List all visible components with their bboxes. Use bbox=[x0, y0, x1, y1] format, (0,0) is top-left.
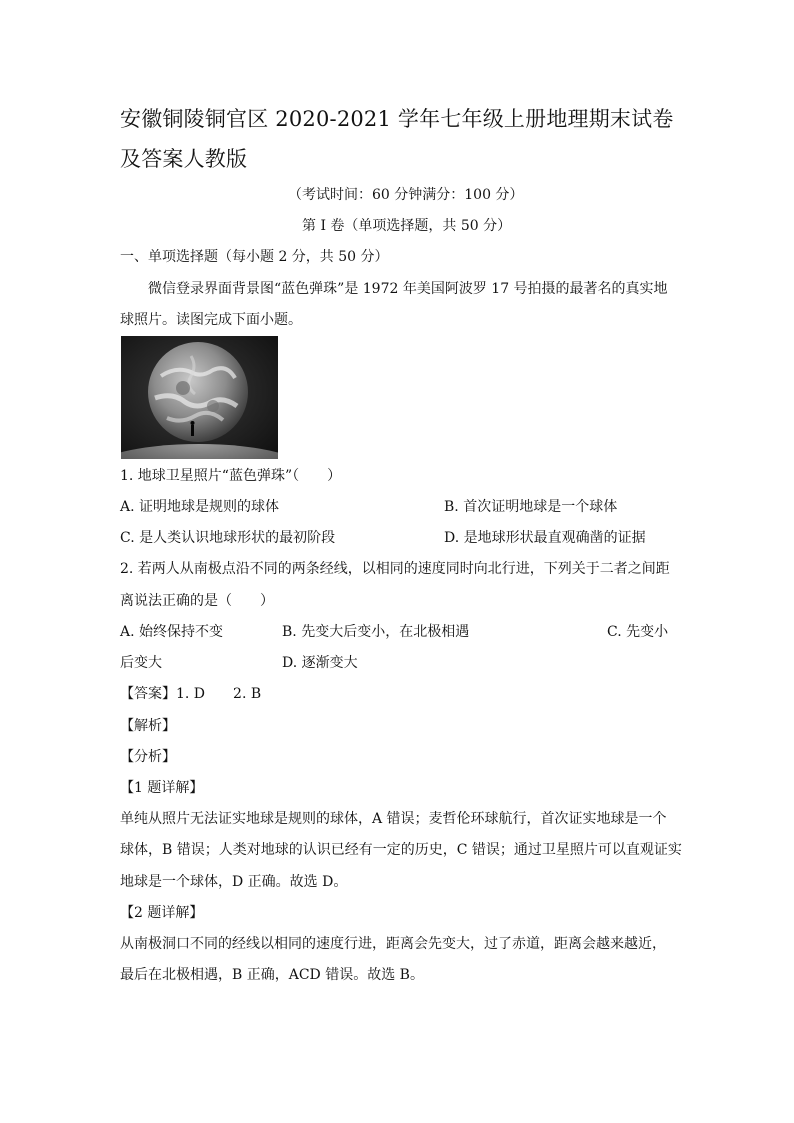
analysis-heading: 【解析】 bbox=[120, 718, 176, 734]
detail1-line-3: 地球是一个球体，D 正确。故选 D。 bbox=[120, 874, 348, 890]
document-title-line1: 安徽铜陵铜官区 2020-2021 学年七年级上册地理期末试卷 bbox=[120, 107, 674, 131]
blue-marble-photo bbox=[121, 336, 278, 459]
detail1-line-2: 球体，B 错误；人类对地球的认识已经有一定的历史，C 错误；通过卫星照片可以直观证实 bbox=[120, 842, 682, 858]
q1-option-a: A. 证明地球是规则的球体 bbox=[120, 499, 280, 515]
q2-stem-line-1: 2. 若两人从南极点沿不同的两条经线，以相同的速度同时向北行进，下列关于二者之间距 bbox=[120, 561, 670, 577]
q1-option-c: C. 是人类认识地球形状的最初阶段 bbox=[120, 530, 336, 546]
q2-option-c-continued: 后变大 bbox=[120, 655, 162, 671]
exam-info: （考试时间：60 分钟满分：100 分） bbox=[288, 187, 524, 203]
q2-option-a: A. 始终保持不变 bbox=[120, 624, 224, 640]
q2-option-c: C. 先变小 bbox=[607, 624, 669, 640]
q2-option-b: B. 先变大后变小，在北极相遇 bbox=[282, 624, 470, 640]
q1-stem: 1. 地球卫星照片“蓝色弹珠”（ ） bbox=[120, 468, 342, 484]
answer-line: 【答案】1. D 2. B bbox=[120, 686, 262, 702]
detail2-line-2: 最后在北极相遇，B 正确，ACD 错误。故选 B。 bbox=[120, 967, 424, 983]
q2-stem-line-2: 离说法正确的是（ ） bbox=[120, 593, 274, 609]
intro-line-2: 球照片。读图完成下面小题。 bbox=[120, 312, 302, 328]
detail1-heading: 【1 题详解】 bbox=[120, 780, 204, 796]
volume-heading: 第 I 卷（单项选择题，共 50 分） bbox=[302, 218, 512, 234]
q1-option-d: D. 是地球形状最直观确凿的证据 bbox=[444, 530, 646, 546]
detail1-line-1: 单纯从照片无法证实地球是规则的球体，A 错误；麦哲伦环球航行，首次证实地球是一个 bbox=[120, 811, 667, 827]
q2-option-d: D. 逐渐变大 bbox=[282, 655, 358, 671]
detail2-line-1: 从南极洞口不同的经线以相同的速度行进，距离会先变大，过了赤道，距离会越来越近， bbox=[120, 936, 666, 952]
document-title-line2: 及答案人教版 bbox=[120, 147, 248, 171]
fenxi-heading: 【分析】 bbox=[120, 749, 176, 765]
q1-option-b: B. 首次证明地球是一个球体 bbox=[444, 499, 618, 515]
intro-line-1: 微信登录界面背景图“蓝色弹珠”是 1972 年美国阿波罗 17 号拍摄的最著名的真实地 bbox=[148, 281, 668, 297]
section-heading: 一、单项选择题（每小题 2 分，共 50 分） bbox=[120, 249, 389, 265]
detail2-heading: 【2 题详解】 bbox=[120, 905, 204, 921]
